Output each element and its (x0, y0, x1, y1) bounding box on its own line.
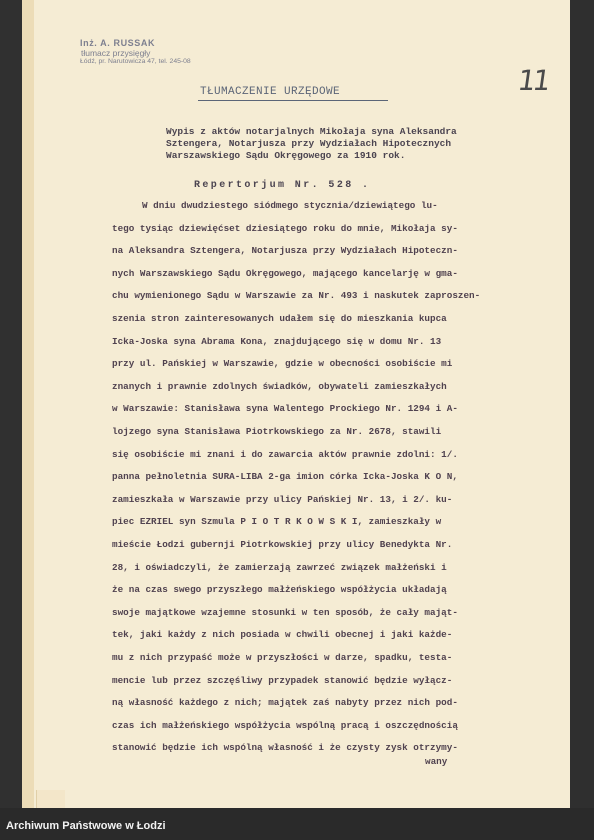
title-underline (198, 100, 388, 101)
body-line: znanych i prawnie zdolnych świadków, obywateli zamieszkałych (112, 380, 447, 392)
archive-footer (0, 808, 594, 840)
body-line: 28, i oświadczyli, że zamierzają zawrzeć związek małżeński i (112, 561, 447, 573)
body-line: się osobiście mi znani i do zawarcia aktów prawnie zdolni: 1/. (112, 448, 458, 460)
body-line: tego tysiąc dziewięćset dziesiątego roku do mnie, Mikołaja sy- (112, 222, 458, 234)
archive-label: Archiwum Państwowe w Łodzi (6, 820, 166, 832)
body-line: zamieszkała w Warszawie przy ulicy Pańskiej Nr. 13, i 2/. ku- (112, 493, 453, 505)
body-line: czas ich małżeńskiego współżycia wspólną pracą i oszczędnością (112, 719, 458, 731)
intro-line: Sztengera, Notarjusza przy Wydziałach Hipotecznych (166, 138, 452, 149)
translator-stamp (80, 38, 191, 65)
repertorium-heading: Repertorjum Nr. 528 . (194, 180, 371, 191)
stamp-address: Łódź, pr. Narutowicza 47, tel. 245-08 (80, 58, 191, 65)
intro-line: Wypis z aktów notarjalnych Mikołaja syna Aleksandra (166, 126, 457, 137)
right-scan-border (570, 0, 594, 840)
body-line: chu wymienionego Sądu w Warszawie za Nr. 493 i naskutek zaproszen- (112, 290, 481, 302)
body-line: w Warszawie: Stanisława syna Walentego Prockiego Nr. 1294 i A- (112, 403, 458, 415)
body-line: stanowić będzie ich wspólną własność i że czysty zysk otrzymy- (112, 742, 458, 754)
page-number: 11 (515, 64, 550, 97)
body-line: piec EZRIEL syn Szmula P I O T R K O W S K I, zamieszkały w (112, 516, 442, 528)
body-line: W dniu dwudziestego siódmego stycznia/dziewiątego lu- (142, 200, 438, 211)
document-title: TŁUMACZENIE URZĘDOWE (200, 86, 341, 98)
body-line: ną własność każdego z nich; majątek zaś nabyty przez nich pod- (112, 697, 458, 709)
body-line: mieście Łodzi gubernji Piotrkowskiej przy ulicy Benedykta Nr. (112, 539, 453, 550)
body-line: mu z nich przypaść może w przyszłości w darze, spadku, testa- (112, 652, 453, 663)
body-line: na Aleksandra Sztengera, Notarjusza przy Wydziałach Hipoteczn- (112, 245, 458, 257)
left-scan-border (0, 0, 22, 840)
body-line: że na czas swego przyszłego małżeńskiego współżycia układają (112, 584, 447, 596)
body-line: panna pełnoletnia SURA-LIBA 2-ga imion córka Icka-Joska K O N, (112, 471, 458, 483)
body-line: swoje majątkowe wzajemne stosunki w ten sposób, że cały mająt- (112, 606, 458, 618)
stamp-name: Inż. A. RUSSAK (80, 38, 156, 48)
stamp-role: tłumacz przysięgły (81, 48, 151, 58)
body-line: szenia stron zainteresowanych udałem się do mieszkania kupca (112, 313, 447, 324)
body-line: tek, jaki każdy z nich posiada w chwili obecnej i jaki każde- (112, 629, 453, 641)
body-line: mencie lub przez szczęśliwy przypadek stanowić będzie wyłącz- (112, 674, 453, 686)
intro-paragraph (166, 126, 516, 162)
intro-line: Warszawskiego Sądu Okręgowego za 1910 rok. (166, 150, 406, 161)
body-line: nych Warszawskiego Sądu Okręgowego, mającego kancelarję w gma- (112, 267, 458, 279)
body-line: Icka-Joska syna Abrama Kona, znajdującego się w domu Nr. 13 (112, 335, 442, 347)
body-line: lojzego syna Stanisława Piotrkowskiego za Nr. 2678, stawili (112, 426, 442, 437)
catchword: wany (425, 756, 448, 767)
body-line: przy ul. Pańskiej w Warszawie, gdzie w obecności osobiście mi (112, 358, 453, 370)
